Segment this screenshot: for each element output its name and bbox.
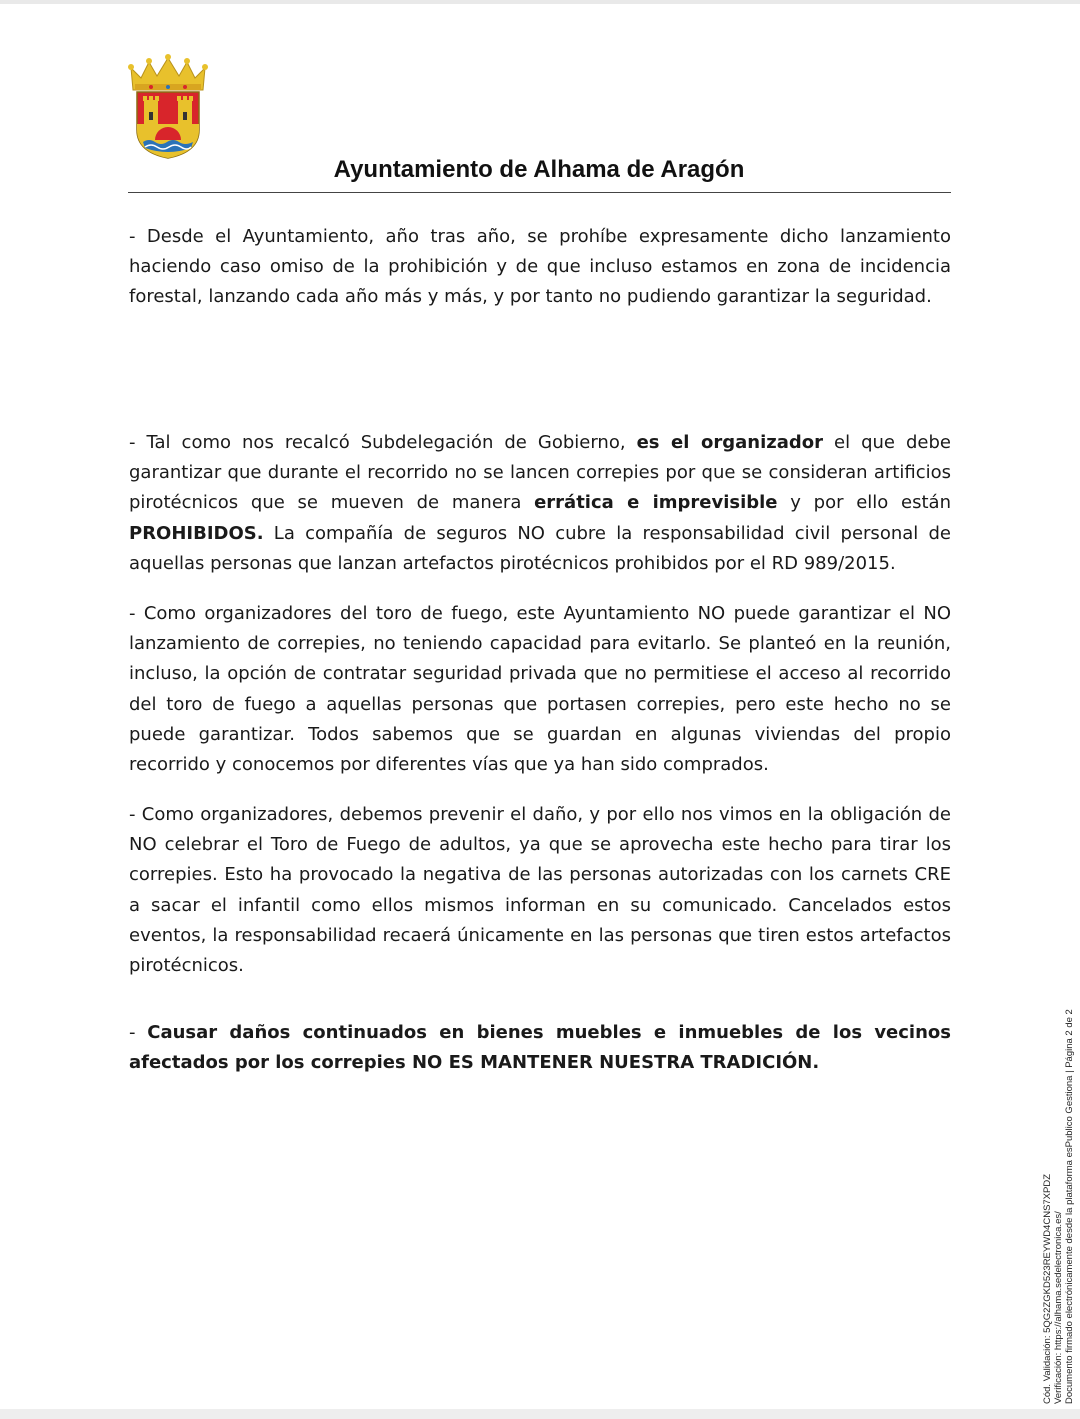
paragraph-3	[129, 599, 951, 780]
paragraph-2-text-cont: el que debe garantizar que durante el recorrido no se lancen correpies por que se consideran artificios pirotécnicos que se mueven de manera	[129, 432, 952, 514]
validation-code: Cód. Validación: 5QG2ZGKD523REYWD4CNS7XPDZ	[1042, 1173, 1053, 1404]
bottom-border	[0, 1409, 1080, 1419]
top-border	[0, 0, 1080, 4]
paragraph-2-text: - Tal como nos recalcó Subdelegación de Gobierno,	[129, 432, 637, 453]
validation-sidebar	[1042, 1009, 1075, 1404]
closing-statement: Causar daños continuados en bienes muebles e inmuebles de los vecinos afectados por los correpies NO ES MANTENER NUESTRA TRADICIÓN.	[129, 1022, 951, 1074]
verification-url[interactable]: Verificación: https://alhama.sedelectronica.es/	[1053, 1211, 1064, 1404]
paragraph-1-text: - Desde el Ayuntamiento, año tras año, se prohíbe expresamente dicho lanzamiento haciendo caso omiso de la prohibición y de que incluso estamos en zona de incidencia forestal, lanzando cada año más y más, y por tanto no pudiendo garantizar la seguridad.	[129, 226, 951, 308]
emphasis-prohibited: PROHIBIDOS.	[129, 522, 264, 544]
paragraph-5	[129, 1018, 951, 1078]
paragraph-3-text: - Como organizadores del toro de fuego, este Ayuntamiento NO puede garantizar el NO lanzamiento de correpies, no teniendo capacidad para evitarlo. Se planteó en la reunión, incluso, la opción de contratar seguridad privada que no permitiese el acceso al recorrido del toro de fuego a aquellas personas que portasen correpies, pero este hecho no se puede garantizar. Todos sabemos que se guardan en algunas viviendas del propio recorrido y conocemos por diferentes vías que ya han sido comprados.	[129, 603, 951, 776]
paragraph-2	[129, 428, 951, 579]
paragraph-5-dash: -	[129, 1022, 148, 1043]
paragraph-2-text-end: La compañía de seguros NO cubre la responsabilidad civil personal de aquellas personas que lanzan artefactos pirotécnicos prohibidos por el RD 989/2015.	[129, 522, 951, 574]
paragraph-4	[129, 800, 951, 981]
emphasis-organizer: es el organizador	[636, 432, 823, 453]
crown-icon	[128, 54, 208, 90]
coat-of-arms-logo	[127, 54, 209, 160]
signature-note: Documento firmado electrónicamente desde la plataforma esPublico Gestiona | Página 2 de 2	[1064, 1009, 1075, 1404]
header-divider	[128, 192, 951, 193]
emphasis-erratic: errática e imprevisible	[534, 492, 778, 514]
shield-icon	[137, 92, 199, 158]
paragraph-1	[129, 222, 951, 313]
paragraph-2-text-cont2: y por ello están	[777, 492, 951, 514]
page-title: Ayuntamiento de Alhama de Aragón	[333, 156, 745, 183]
paragraph-4-text: - Como organizadores, debemos prevenir el daño, y por ello nos vimos en la obligación de NO celebrar el Toro de Fuego de adultos, ya que se aprovecha este hecho para tirar los correpies. Esto ha provocado la negativa de las personas autorizadas con los carnets CRE a sacar el infantil como ellos mismos informan en su comunicado. Cancelados estos eventos, la responsabilidad recaerá únicamente en las personas que tiren estos artefactos pirotécnicos.	[129, 804, 951, 977]
